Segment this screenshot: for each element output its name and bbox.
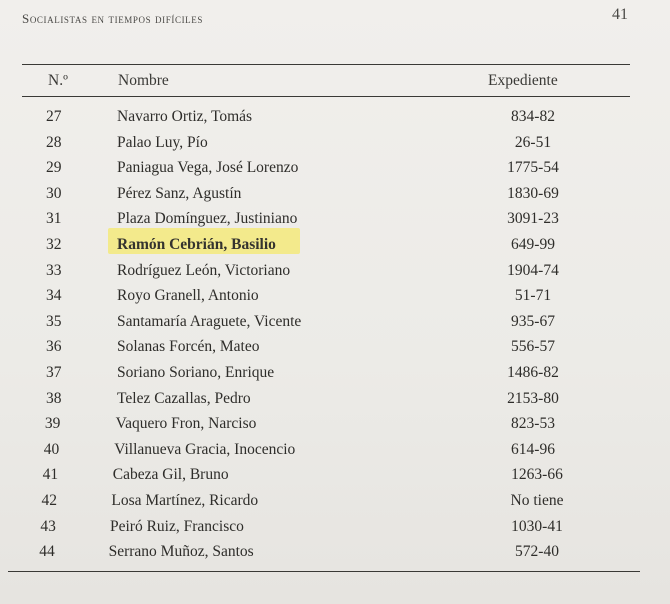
running-head: Socialistas en tiempos difíciles — [22, 11, 203, 26]
row-name: Ramón Cebrián, Basilio — [117, 236, 276, 253]
row-name: Santamaría Araguete, Vicente — [117, 313, 302, 330]
row-name: Soriano Soriano, Enrique — [117, 364, 275, 381]
row-number: 34 — [46, 287, 62, 304]
row-name: Paniagua Vega, José Lorenzo — [117, 159, 299, 176]
row-file-number: 1775-54 — [507, 159, 559, 176]
table-row — [0, 262, 660, 286]
row-file-number: 614-96 — [511, 441, 555, 458]
row-number: 31 — [46, 210, 62, 227]
column-header-number: N.º — [48, 72, 68, 89]
row-name: Plaza Domínguez, Justiniano — [117, 210, 298, 227]
row-file-number: 935-67 — [511, 313, 555, 330]
row-name: Villanueva Gracia, Inocencio — [114, 441, 296, 458]
row-name: Rodríguez León, Victoriano — [117, 262, 291, 279]
row-name: Serrano Muñoz, Santos — [108, 543, 254, 560]
row-number: 40 — [43, 441, 60, 458]
table-row — [0, 313, 660, 337]
table-row — [0, 466, 660, 490]
table-bottom-rule — [8, 571, 640, 572]
row-number: 35 — [46, 313, 62, 330]
row-name: Vaquero Fron, Narciso — [115, 415, 257, 432]
row-number: 33 — [46, 262, 62, 279]
row-number: 30 — [46, 185, 62, 202]
row-name: Palao Luy, Pío — [117, 134, 208, 151]
row-name: Pérez Sanz, Agustín — [117, 185, 242, 202]
table-row — [0, 518, 660, 542]
table-row — [0, 185, 660, 209]
table-row — [0, 108, 660, 132]
row-number: 28 — [46, 134, 62, 151]
row-number: 36 — [46, 338, 62, 355]
row-file-number: 1830-69 — [507, 185, 559, 202]
row-file-number: 26-51 — [514, 134, 552, 151]
page-number: 41 — [612, 6, 628, 23]
table-row — [0, 134, 660, 158]
column-header-file: Expediente — [488, 72, 558, 89]
table-row — [0, 441, 660, 465]
row-file-number: 823-53 — [511, 415, 555, 432]
row-file-number: 1904-74 — [507, 262, 559, 279]
row-file-number: 834-82 — [511, 108, 555, 125]
table-row — [0, 159, 660, 183]
row-file-number: 572-40 — [515, 543, 559, 560]
column-header-name: Nombre — [118, 72, 169, 89]
row-file-number: 51-71 — [514, 287, 552, 304]
row-number: 37 — [46, 364, 62, 381]
row-file-number: 3091-23 — [507, 210, 559, 227]
row-name: Peiró Ruiz, Francisco — [110, 518, 244, 535]
row-number: 39 — [44, 415, 61, 432]
table-row — [0, 338, 660, 362]
row-number: 42 — [41, 492, 58, 509]
row-number: 38 — [46, 390, 62, 407]
row-file-number: 1263-66 — [511, 466, 563, 483]
row-file-number: 1486-82 — [507, 364, 559, 381]
table-row — [0, 492, 660, 516]
row-number: 44 — [39, 543, 55, 560]
row-number: 29 — [46, 159, 62, 176]
table-row — [0, 236, 660, 260]
row-file-number: 2153-80 — [507, 390, 559, 407]
table-row — [0, 210, 660, 234]
row-name: Losa Martínez, Ricardo — [111, 492, 259, 509]
row-file-number: 649-99 — [511, 236, 555, 253]
table-row — [0, 364, 660, 388]
row-number: 43 — [40, 518, 56, 535]
row-file-number: 556-57 — [511, 338, 555, 355]
table-row — [0, 415, 660, 439]
row-file-number: No tiene — [510, 492, 564, 509]
row-name: Royo Granell, Antonio — [117, 287, 259, 304]
row-number: 41 — [42, 466, 59, 483]
row-file-number: 1030-41 — [511, 518, 563, 535]
row-name: Telez Cazallas, Pedro — [117, 390, 251, 407]
row-number: 32 — [46, 236, 62, 253]
row-name: Solanas Forcén, Mateo — [117, 338, 260, 355]
row-name: Navarro Ortiz, Tomás — [117, 108, 253, 125]
table-row — [0, 390, 660, 414]
row-name: Cabeza Gil, Bruno — [112, 466, 229, 483]
table-row — [0, 543, 660, 567]
table-row — [0, 287, 660, 311]
row-number: 27 — [46, 108, 62, 125]
